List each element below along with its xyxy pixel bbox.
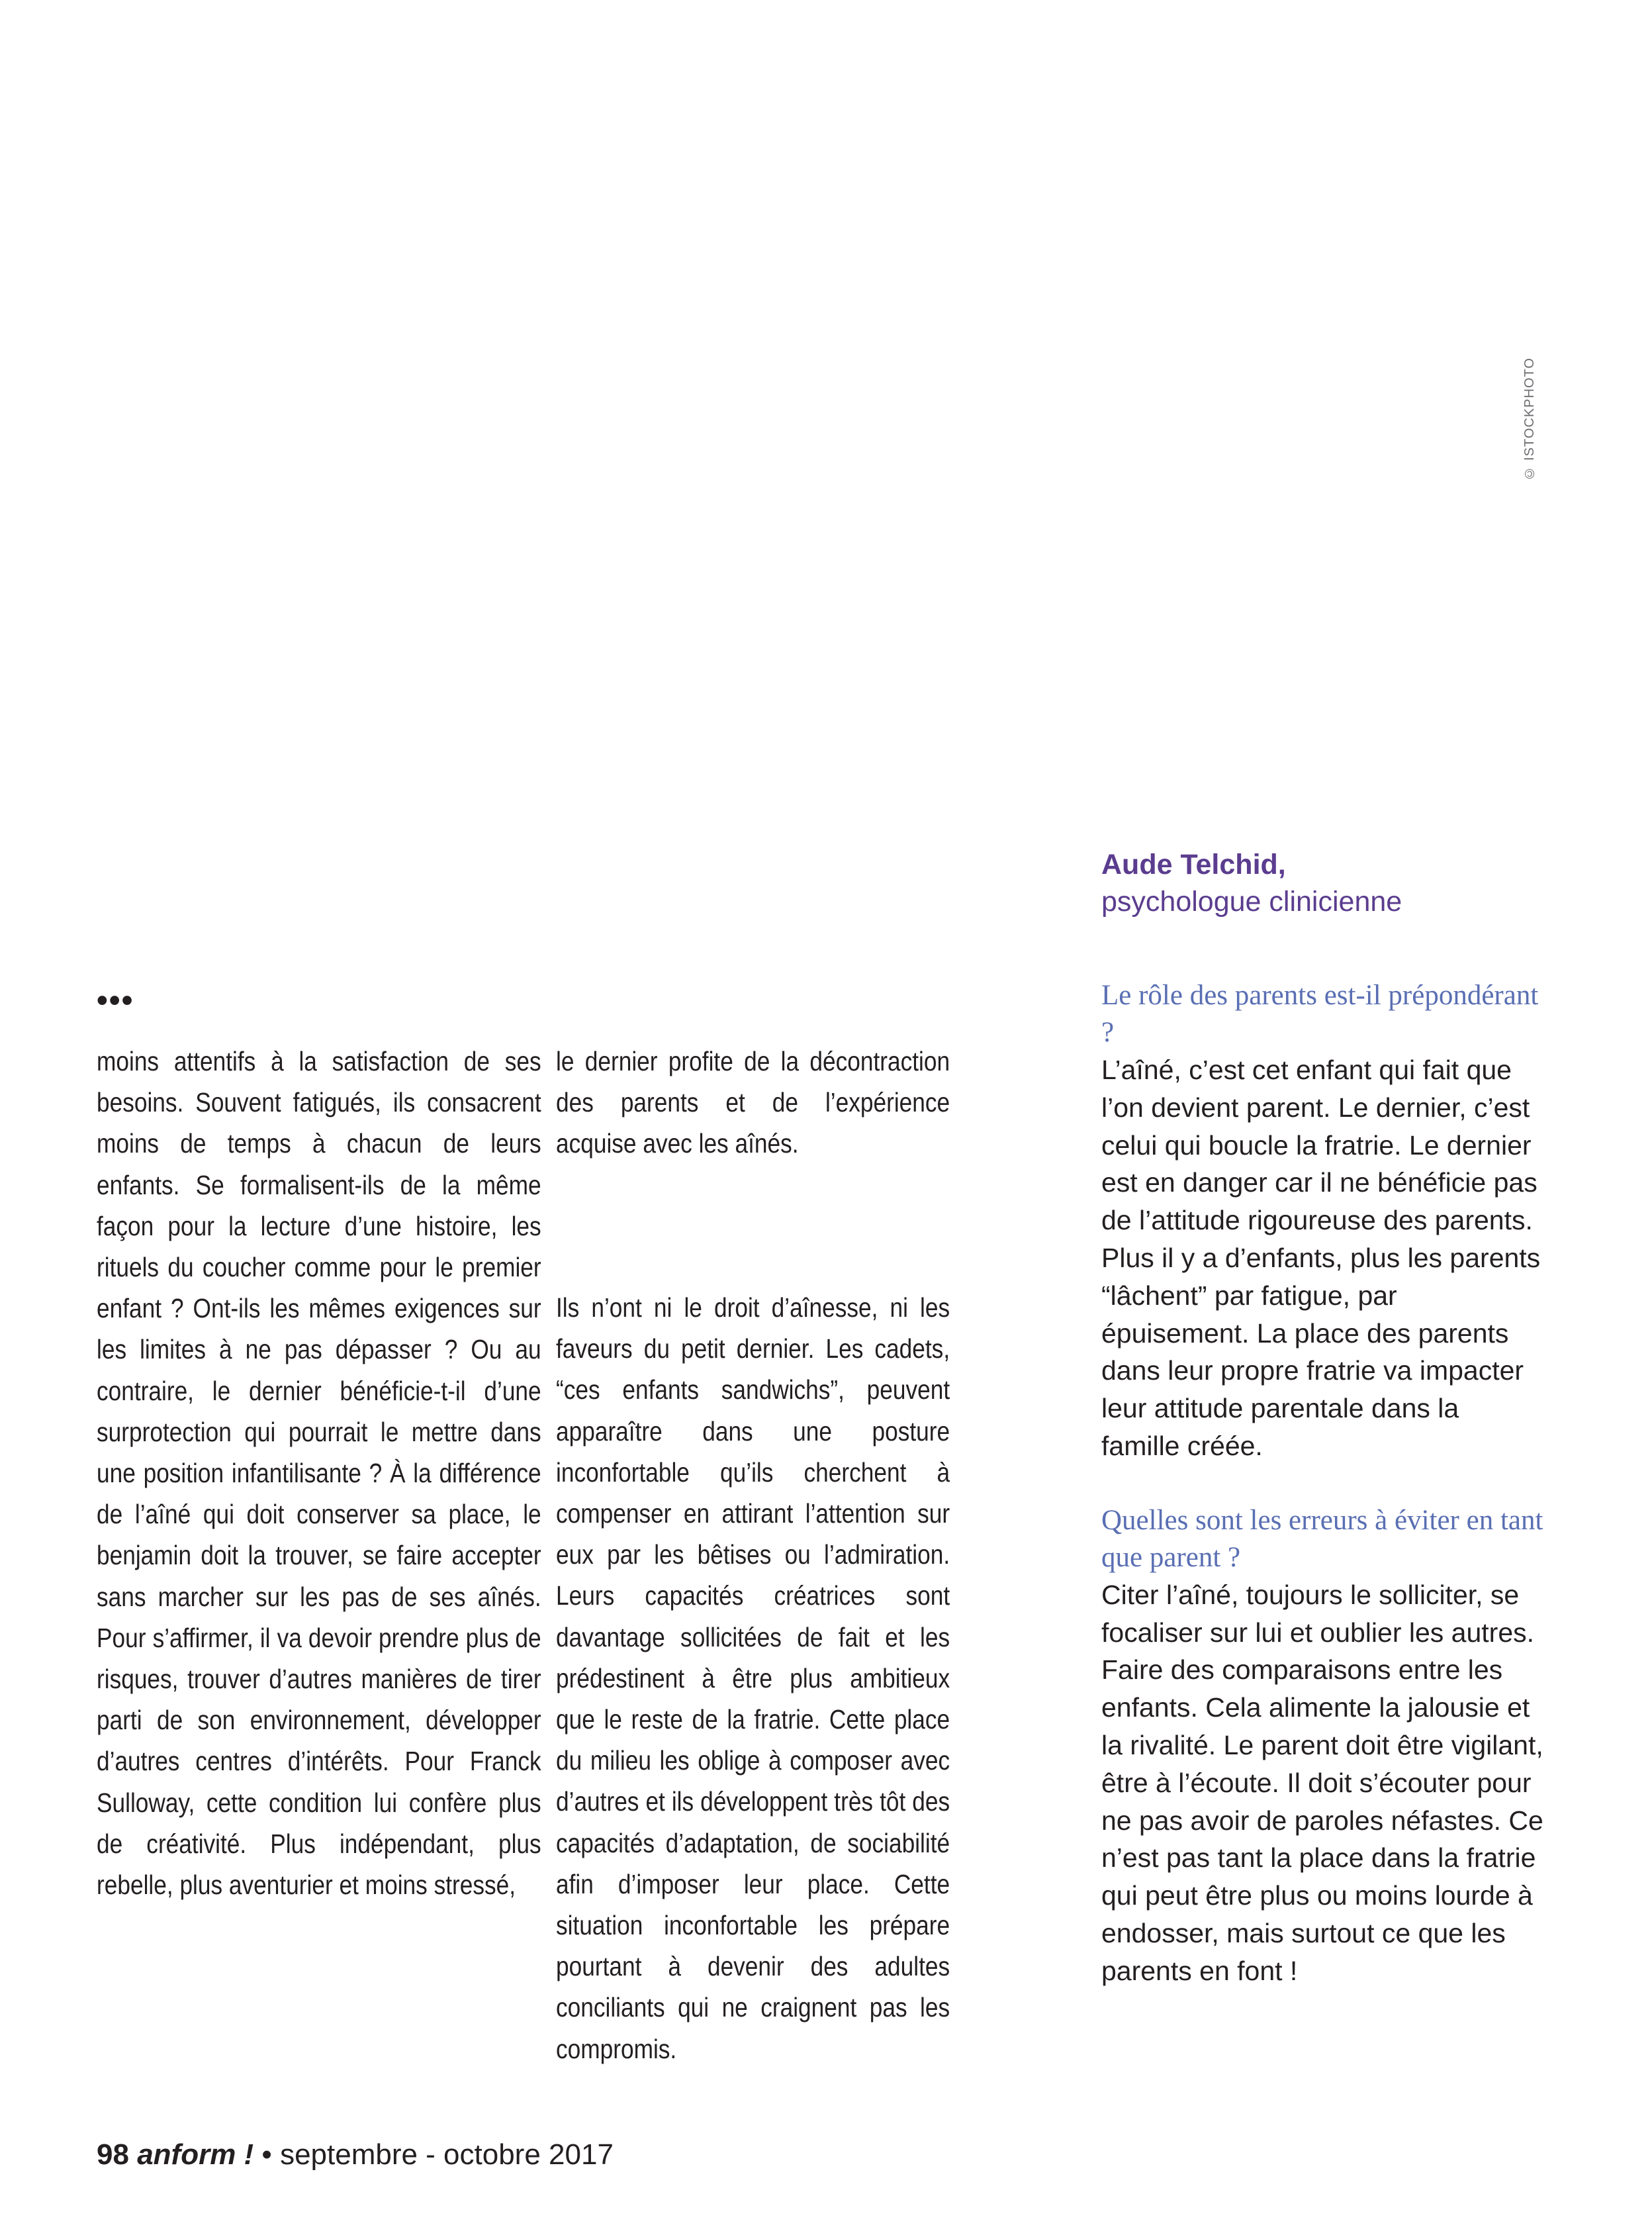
continuation-marker: ••• [97,983,134,1018]
issue-date: septembre - octobre 2017 [280,2138,614,2171]
question-2: Quelles sont les erreurs à éviter en tant que parent ? [1101,1504,1543,1573]
answer-1: L’aîné, c’est cet enfant qui fait que l’on devient parent. Le dernier, c’est celui qui boucle la fratrie. Le dernier est en danger car il ne bénéficie pas de l’attitude rigoureuse des parents. Plus il y a d’enfants, plus les parents “lâchent” par fatigue, par épuisement. La place des parents dans leur propre fratrie va impacter leur attitude parentale dans la famille créée. [1101,1055,1541,1461]
magazine-name: anform ! [137,2138,254,2171]
answer-2: Citer l’aîné, toujours le solliciter, se focaliser sur lui et oublier les autres. Faire des comparaisons entre les enfants. Cela alimente la jalousie et la rivalité. Le parent doit être vigilant, être à l’écoute. Il doit s’écouter pour ne pas avoir de paroles néfastes. Ce n’est pas tant la place dans la fratrie qui peut être plus ou moins lourde à endosser, mais surtout ce que les parents en font ! [1101,1579,1543,1986]
photo-credit: © ISTOCKPHOTO [1522,357,1537,481]
author-name: Aude Telchid, [1101,849,1286,880]
question-1: Le rôle des parents est-il prépondérant ? [1101,980,1539,1048]
page-number: 98 [97,2138,129,2171]
author-role: psychologue clinicienne [1101,886,1402,918]
article-column-2-bottom: Ils n’ont ni le droit d’aînesse, ni les faveurs du petit dernier. Les cadets, “ces enfants sandwichs”, peuvent apparaître dans une posture inconfortable qu’ils cherchent à compenser en attirant l’attention sur eux par les bêtises ou l’admiration. Leurs capacités créatrices sont davantage sollicitées de fait et les prédestinent à être plus ambitieux que le reste de la fratrie. Cette place du milieu les oblige à composer avec d’autres et ils développent très tôt des capacités d’adaptation, de sociabilité afin d’imposer leur place. Cette situation inconfortable les prépare pourtant à devenir des adultes conciliants qui ne craignent pas les compromis. [556,1292,950,2064]
footer-separator: • [261,2138,272,2171]
interview-sidebar [1101,846,1545,1990]
article-column-2-top: le dernier profite de la décontraction des parents et de l’expérience acquise avec les aînés. [556,1046,950,1159]
page-footer [97,2136,614,2173]
article-column-1: moins attentifs à la satisfaction de ses besoins. Souvent fatigués, ils consacrent moins de temps à chacun de leurs enfants. Se formalisent-ils de la même façon pour la lecture d’une histoire, les rituels du coucher comme pour le premier enfant ? Ont-ils les mêmes exigences sur les limites à ne pas dépasser ? Ou au contraire, le dernier bénéficie-t-il d’une surprotection qui pourrait le mettre dans une position infantilisante ? À la différence de l’aîné qui doit conserver sa place, le benjamin doit la trouver, se faire accepter sans marcher sur les pas de ses aînés. Pour s’affirmer, il va devoir prendre plus de risques, trouver d’autres manières de tirer parti de son environnement, développer d’autres centres d’intérêts. Pour Franck Sulloway, cette condition lui confère plus de créativité. Plus indépendant, plus rebelle, plus aventurier et moins stressé, [97,1046,541,1901]
